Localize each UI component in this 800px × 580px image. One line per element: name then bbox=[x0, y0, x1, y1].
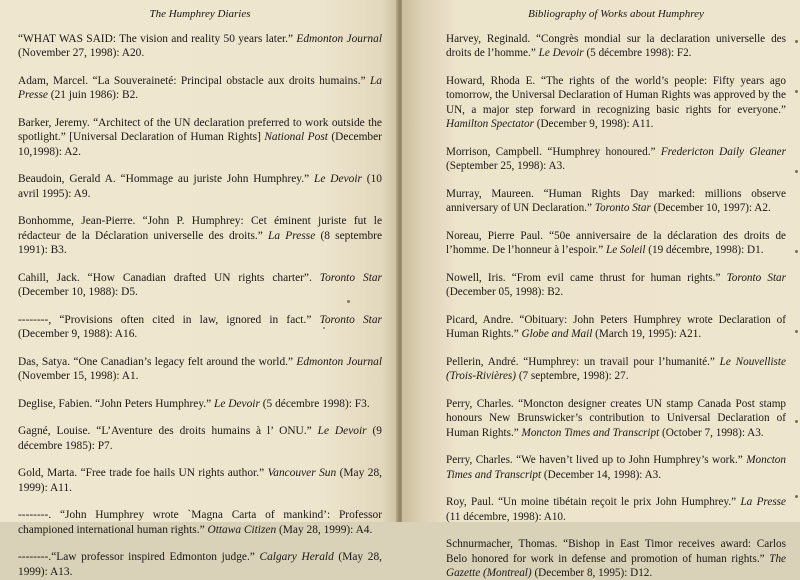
entry-citation-text: Pellerin, André. “Humphrey: un travail pour l’humanité.” bbox=[446, 355, 720, 368]
bibliography-entry bbox=[446, 355, 786, 384]
bibliography-entry bbox=[446, 229, 786, 258]
entry-date-page: (December 9, 1988): A16. bbox=[18, 328, 138, 341]
entry-date-page: (December 05, 1998): B2. bbox=[446, 286, 564, 299]
bibliography-entry bbox=[18, 397, 382, 411]
bibliography-entry bbox=[446, 145, 786, 174]
bibliography-entry bbox=[18, 424, 382, 453]
entry-source-title: Hamilton Spectator bbox=[446, 118, 534, 131]
entry-citation-text: --------. “John Humphrey wrote `Magna Carta of mankind’: Professor championed international human rights.” bbox=[18, 509, 382, 536]
entry-source-title: Toronto Star bbox=[319, 313, 382, 326]
entry-date-page: (September 25, 1998): A3. bbox=[446, 160, 566, 173]
entry-date-page: (19 décembre, 1998): D1. bbox=[645, 244, 764, 257]
right-page bbox=[402, 0, 800, 580]
entry-citation-text: Gold, Marta. “Free trade foe hails UN rights author.” bbox=[18, 467, 268, 480]
entry-source-title: Moncton Times and Transcript bbox=[521, 426, 660, 439]
entry-date-page: (May 28, 1999): A13. bbox=[18, 551, 382, 578]
bibliography-entry bbox=[18, 172, 382, 201]
entry-source-title: La Presse bbox=[18, 75, 382, 102]
entry-citation-text: Harvey, Reginald. “Congrès mondial sur la declaration universelle des droits de l’homme.” bbox=[446, 33, 786, 60]
bibliography-entry bbox=[18, 355, 382, 384]
entry-citation-text: Roy, Paul. “Un moine tibétain reçoit le prix John Humphrey.” bbox=[446, 496, 741, 509]
entry-source-title: Le Soleil bbox=[606, 244, 646, 257]
entry-source-title: Edmonton Journal bbox=[296, 33, 382, 45]
entry-date-page: (November 15, 1998): A1. bbox=[18, 370, 139, 383]
bibliography-entry bbox=[18, 271, 382, 300]
entry-citation-text: Bonhomme, Jean-Pierre. “John P. Humphrey: Cet éminent juriste fut le rédacteur de la Déclaration universelle des droits.” bbox=[18, 215, 382, 242]
entry-date-page: (December 10, 1988): D5. bbox=[18, 286, 138, 299]
paper-speck bbox=[347, 300, 350, 303]
bibliography-entry bbox=[18, 74, 382, 103]
entry-date-page: (7 septembre, 1998): 27. bbox=[516, 370, 629, 383]
entry-date-page: (December 10,1998): A2. bbox=[18, 131, 382, 158]
entry-date-page: (8 septembre 1991): B3. bbox=[18, 229, 382, 257]
paper-speck bbox=[323, 327, 325, 329]
entry-date-page: (November 27, 1998): A20. bbox=[18, 47, 145, 60]
bibliography-entry bbox=[18, 313, 382, 342]
entry-citation-text: --------.“Law professor inspired Edmonton judge.” bbox=[18, 551, 260, 564]
entry-citation-text: Schnurmacher, Thomas. “Bishop in East Timor receives award: Carlos Belo honored for work in defense and promotion of human rights.” bbox=[446, 538, 786, 565]
entry-date-page: (October 7, 1998): A3. bbox=[659, 426, 764, 439]
bibliography-entry bbox=[446, 313, 786, 342]
entry-source-title: Toronto Star bbox=[319, 271, 382, 284]
entry-citation-text: Murray, Maureen. “Human Rights Day marked: millions observe anniversary of UN Declaration.” bbox=[446, 187, 786, 215]
entry-date-page: (December 10, 1997): A2. bbox=[650, 202, 771, 215]
entry-source-title: Vancouver Sun bbox=[267, 467, 337, 480]
right-running-head: Bibliography of Works about Humphrey bbox=[528, 8, 704, 20]
entry-date-page: (December 8, 1995): D12. bbox=[531, 567, 653, 580]
entry-date-page: (5 décembre 1998): F3. bbox=[259, 397, 370, 410]
entry-source-title: Edmonton Journal bbox=[296, 355, 382, 368]
bibliography-entry bbox=[446, 537, 786, 580]
entry-citation-text: Perry, Charles. “Moncton designer creates UN stamp Canada Post stamp honours New Brunswicker’s contribution to Universal Declaration of Human Rights.” bbox=[446, 397, 786, 439]
entry-source-title: La Presse bbox=[268, 229, 316, 242]
entry-date-page: (December 9, 1998): A11. bbox=[533, 118, 654, 131]
bibliography-entry bbox=[446, 271, 786, 300]
entry-source-title: National Post bbox=[264, 131, 328, 144]
entry-date-page: (11 décembre, 1998): A10. bbox=[446, 510, 566, 523]
entry-source-title: The Gazette (Montreal) bbox=[446, 552, 786, 580]
entry-source-title: Le Devoir bbox=[214, 397, 260, 410]
bibliography-entry bbox=[18, 508, 382, 537]
entry-citation-text: --------, “Provisions often cited in law, ignored in fact.” bbox=[18, 313, 320, 326]
bibliography-entry bbox=[446, 397, 786, 440]
entry-citation-text: Nowell, Iris. “From evil came thrust for human rights.” bbox=[446, 271, 727, 284]
entry-date-page: (May 28, 1999): A11. bbox=[18, 467, 382, 494]
entry-source-title: Toronto Star bbox=[726, 271, 787, 284]
entry-source-title: Le Nouvelliste (Trois-Rivières) bbox=[446, 355, 786, 383]
page-edge-mark bbox=[795, 330, 798, 333]
left-running-head: The Humphrey Diaries bbox=[149, 8, 251, 20]
bibliography-entry bbox=[446, 453, 786, 482]
left-page bbox=[0, 0, 398, 578]
entry-date-page: (10 avril 1995): A9. bbox=[18, 173, 382, 200]
entry-citation-text: Deglise, Fabien. “John Peters Humphrey.” bbox=[18, 397, 215, 410]
entry-source-title: La Presse bbox=[740, 496, 786, 509]
entry-citation-text: Cahill, Jack. “How Canadian drafted UN rights charter”. bbox=[18, 271, 320, 284]
entry-source-title: Moncton Times and Transcript bbox=[446, 454, 786, 481]
entry-citation-text: Adam, Marcel. “La Souveraineté: Principal obstacle aux droits humains.” bbox=[18, 75, 370, 87]
entry-citation-text: Picard, Andre. “Obituary: John Peters Humphrey wrote Declaration of Human Rights.” bbox=[446, 313, 786, 341]
bibliography-entry bbox=[18, 550, 382, 579]
page-edge-mark bbox=[795, 90, 798, 93]
entry-source-title: Globe and Mail bbox=[521, 328, 593, 341]
page-edge-mark bbox=[795, 40, 798, 43]
entry-date-page: (5 décembre 1998): F2. bbox=[583, 47, 692, 60]
entry-source-title: Le Devoir bbox=[317, 425, 367, 438]
entry-date-page: (December 14, 1998): A3. bbox=[541, 468, 662, 481]
entry-date-page: (March 19, 1995): A21. bbox=[592, 328, 702, 341]
entry-citation-text: Das, Satya. “One Canadian’s legacy felt around the world.” bbox=[18, 355, 297, 368]
entry-source-title: Toronto Star bbox=[594, 202, 651, 215]
entry-citation-text: Beaudoin, Gerald A. “Hommage au juriste John Humphrey.” bbox=[18, 173, 315, 186]
entry-source-title: Calgary Herald bbox=[259, 551, 334, 564]
bibliography-entry bbox=[18, 466, 382, 495]
entry-citation-text: Gagné, Louise. “L’Aventure des droits humains à l’ ONU.” bbox=[18, 425, 318, 438]
bibliography-entry bbox=[446, 32, 786, 61]
entry-citation-text: “WHAT WAS SAID: The vision and reality 50 years later.” bbox=[18, 33, 297, 45]
entry-citation-text: Morrison, Campbell. “Humphrey honoured.” bbox=[446, 145, 661, 158]
page-edge-mark bbox=[795, 420, 798, 423]
entry-source-title: Ottawa Citizen bbox=[207, 523, 277, 536]
bibliography-entry bbox=[446, 74, 786, 132]
entry-date-page: (21 juin 1986): B2. bbox=[47, 89, 139, 102]
bibliography-entry bbox=[18, 214, 382, 257]
entry-source-title: Fredericton Daily Gleaner bbox=[660, 145, 786, 158]
entry-source-title: Le Devoir bbox=[538, 47, 584, 60]
entry-citation-text: Barker, Jeremy. “Architect of the UN declaration preferred to work outside the spotlight.” [Universal Declaration of Human Rights] bbox=[18, 117, 382, 144]
right-entry-list bbox=[446, 32, 786, 580]
bibliography-entry bbox=[446, 187, 786, 216]
left-entry-list bbox=[18, 32, 382, 579]
entry-citation-text: Noreau, Pierre Paul. “50e anniversaire de la déclaration des droits de l’homme. De l’honneur à l’espoir.” bbox=[446, 229, 786, 257]
entry-date-page: (9 décembre 1985): P7. bbox=[18, 425, 383, 452]
entry-citation-text: Howard, Rhoda E. “The rights of the world’s people: Fifty years ago tomorrow, the Universal Declaration of Human Rights was approved by the UN, a major step forward in recognizing basic rights for everyone.” bbox=[446, 75, 786, 116]
page-edge-mark bbox=[795, 250, 798, 253]
page-edge-mark bbox=[795, 170, 798, 173]
entry-source-title: Le Devoir bbox=[314, 173, 362, 186]
bibliography-entry bbox=[18, 116, 382, 159]
entry-citation-text: Perry, Charles. “We haven’t lived up to John Humphrey’s work.” bbox=[446, 454, 747, 467]
bibliography-entry bbox=[446, 495, 786, 524]
page-edge-mark bbox=[795, 495, 798, 498]
entry-date-page: (May 28, 1999): A4. bbox=[276, 523, 373, 536]
bibliography-entry bbox=[18, 32, 382, 61]
